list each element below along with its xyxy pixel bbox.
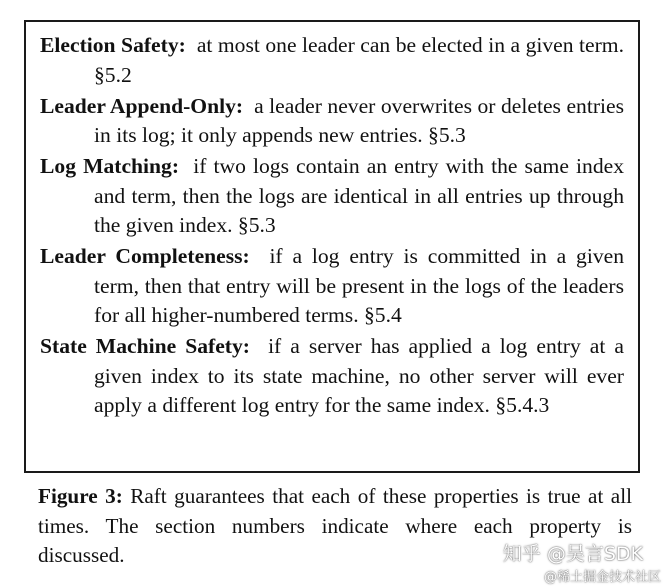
property-description: a leader never overwrites or deletes entries in its log; it only appends new entries. §5.3 [94, 93, 625, 147]
property-description: if a log entry is committed in a given term, then that entry will be present in the logs of the leaders for all higher-numbered terms. §5.4 [94, 244, 624, 327]
caption-text: Raft guarantees that each of these properties is true at all times. The section numbers indicate where each property is discussed. [38, 484, 632, 567]
zhihu-watermark: 知乎 @吴言SDK [502, 543, 643, 565]
property-term: Leader Completeness: [40, 244, 250, 268]
property-election-safety [40, 31, 624, 90]
property-term: Election Safety: [40, 33, 186, 57]
property-description: if two logs contain an entry with the same index and term, then the logs are identical in all entries up through the given index. §5.3 [94, 154, 624, 237]
property-term: Log Matching: [40, 154, 180, 178]
property-leader-completeness [40, 242, 624, 331]
property-term: Leader Append-Only: [40, 93, 244, 118]
caption-label: Figure 3: [38, 484, 123, 508]
properties-box [24, 20, 640, 473]
property-description: at most one leader can be elected in a given term. §5.2 [94, 33, 625, 87]
juejin-watermark: @稀土掘金技术社区 [543, 570, 661, 585]
property-log-matching [40, 152, 624, 241]
property-term: State Machine Safety: [40, 334, 250, 358]
property-state-machine-safety [40, 332, 624, 421]
property-description: if a server has applied a log entry at a given index to its state machine, no other server will ever apply a different log entry for the same index. §5.4.3 [94, 334, 624, 417]
property-leader-append-only [40, 92, 624, 151]
